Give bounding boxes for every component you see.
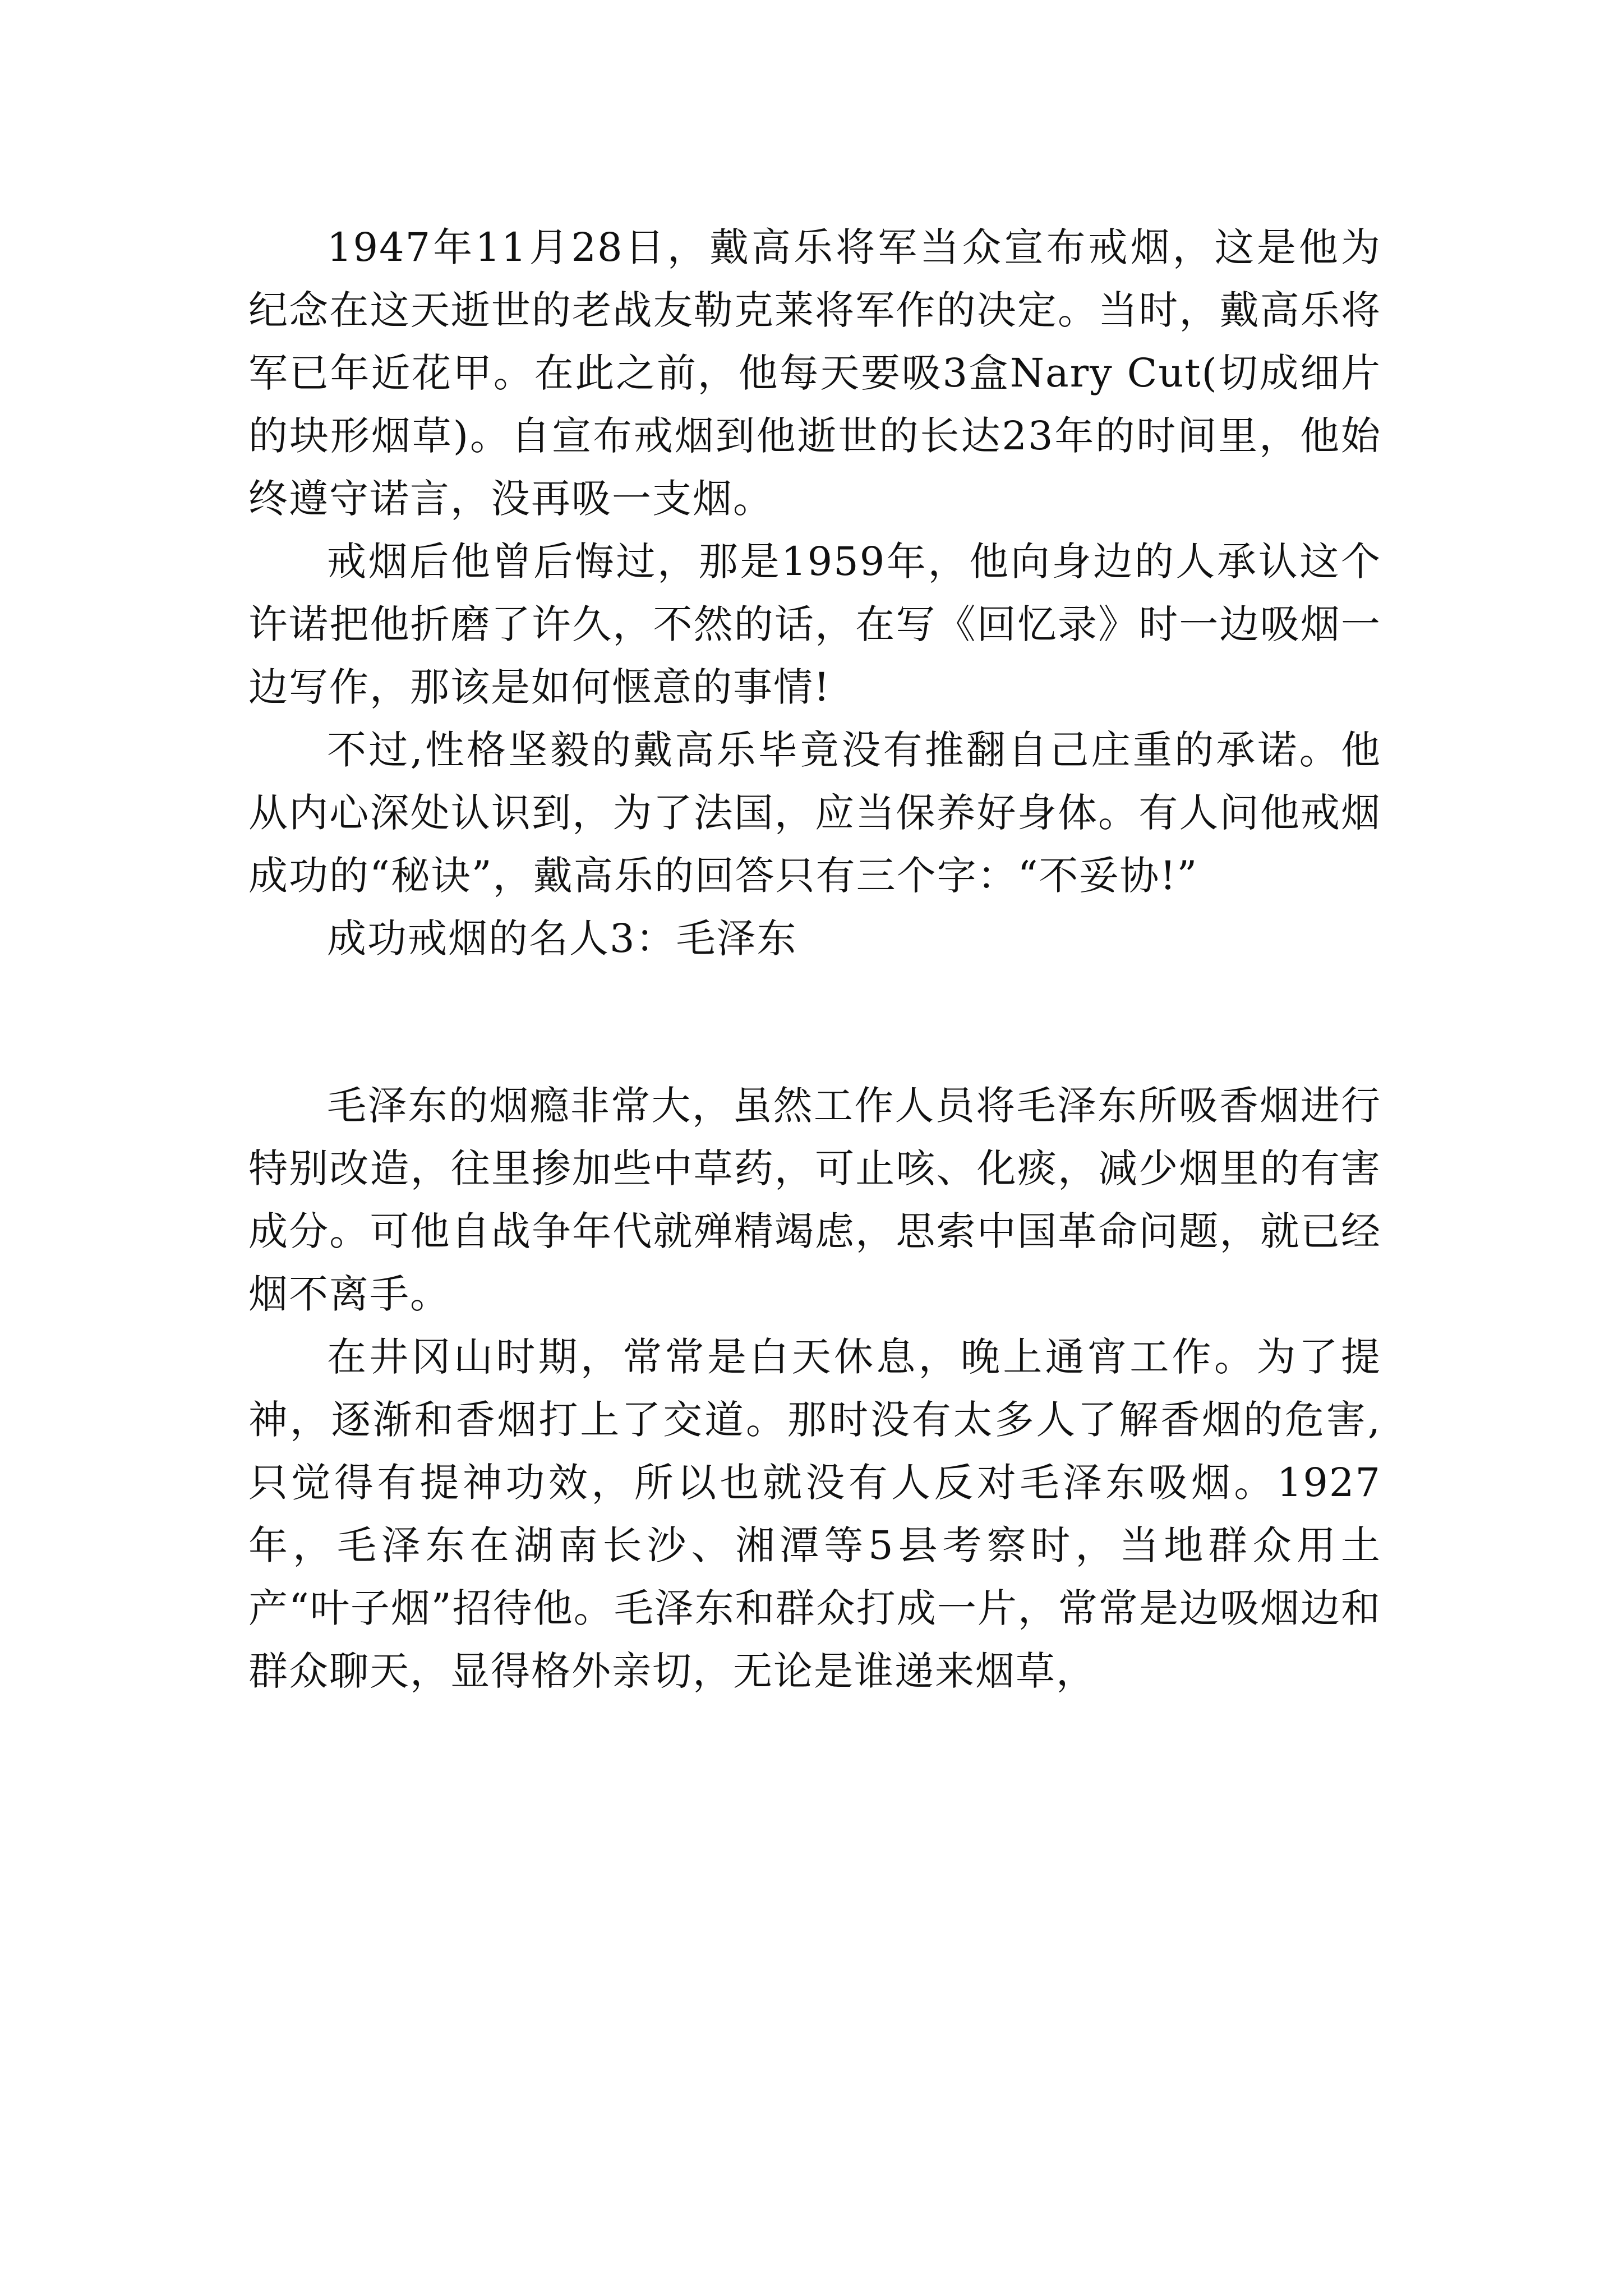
paragraph-de-gaulle-regret: 戒烟后他曾后悔过，那是1959年，他向身边的人承认这个许诺把他折磨了许久，不然的话，在写《回忆录》时一边吸烟一边写作，那该是如何惬意的事情! [248,539,1381,710]
document-body [248,216,1381,1703]
paragraph-de-gaulle-secret: 不过,性格坚毅的戴高乐毕竟没有推翻自己庄重的承诺。他从内心深处认识到，为了法国，应当保养好身体。有人问他戒烟成功的“秘诀”，戴高乐的回答只有三个字：“不妥协!” [248,727,1381,899]
paragraph-de-gaulle-quit: 1947年11月28日，戴高乐将军当众宣布戒烟，这是他为纪念在这天逝世的老战友勒克莱将军作的决定。当时，戴高乐将军已年近花甲。在此之前，他每天要吸3盒Nary Cut(切成细片的块形烟草)。自宣布戒烟到他逝世的长达23年的时间里，他始终遵守诺言，没再吸一支烟。 [248,224,1381,522]
paragraph-mao-habit: 毛泽东的烟瘾非常大，虽然工作人员将毛泽东所吸香烟进行特别改造，往里掺加些中草药，可止咳、化痰，减少烟里的有害成分。可他自战争年代就殚精竭虑，思索中国革命问题，就已经烟不离手。 [248,1083,1381,1317]
paragraph-mao-jinggangshan: 在井冈山时期，常常是白天休息，晚上通宵工作。为了提神，逐渐和香烟打上了交道。那时没有太多人了解香烟的危害,只觉得有提神功效，所以也就没有人反对毛泽东吸烟。1927年，毛泽东在湖南长沙、湘潭等5县考察时，当地群众用土产“叶子烟”招待他。毛泽东和群众打成一片，常常是边吸烟边和群众聊天，显得格外亲切，无论是谁递来烟草， [248,1334,1381,1694]
section-spacer [248,970,1381,1074]
section-heading: 成功戒烟的名人3：毛泽东 [327,915,797,961]
